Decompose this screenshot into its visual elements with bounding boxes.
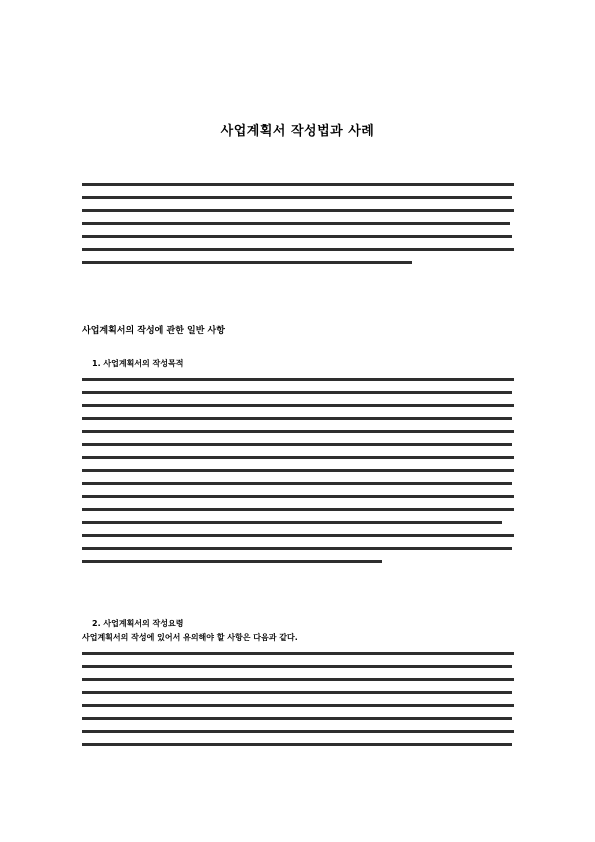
- text-line: [82, 443, 512, 446]
- text-line: [82, 743, 512, 746]
- text-line: [82, 482, 512, 485]
- text-line: [82, 469, 514, 472]
- text-line: [82, 417, 512, 420]
- text-line: [82, 391, 512, 394]
- document-title: 사업계획서 작성법과 사례: [220, 124, 375, 139]
- text-line: [82, 248, 514, 251]
- text-line: [82, 691, 512, 694]
- section-subheading: 2. 사업계획서의 작성요령: [92, 619, 184, 628]
- text-line: [82, 678, 514, 681]
- text-line: [82, 704, 514, 707]
- text-line: [82, 222, 510, 225]
- text-line: [82, 547, 512, 550]
- text-line: [82, 183, 514, 186]
- text-line: [82, 495, 514, 498]
- text-line: [82, 665, 512, 668]
- section-1-paragraph: [82, 378, 514, 573]
- text-line: [82, 730, 514, 733]
- text-line: [82, 261, 412, 264]
- text-line: [82, 560, 382, 563]
- text-line: [82, 196, 512, 199]
- intro-paragraph: [82, 183, 514, 274]
- section-subheading: 1. 사업계획서의 작성목적: [92, 359, 184, 368]
- lead-sentence: 사업계획서의 작성에 있어서 유의해야 할 사항은 다음과 같다.: [82, 633, 298, 642]
- text-line: [82, 521, 502, 524]
- text-line: [82, 652, 514, 655]
- text-line: [82, 235, 512, 238]
- text-line: [82, 404, 514, 407]
- text-line: [82, 430, 514, 433]
- section-heading: 사업계획서의 작성에 관한 일반 사항: [82, 326, 225, 336]
- text-line: [82, 534, 514, 537]
- text-line: [82, 456, 514, 459]
- text-line: [82, 508, 514, 511]
- section-2-paragraph: [82, 652, 514, 756]
- text-line: [82, 378, 514, 381]
- text-line: [82, 209, 514, 212]
- text-line: [82, 717, 512, 720]
